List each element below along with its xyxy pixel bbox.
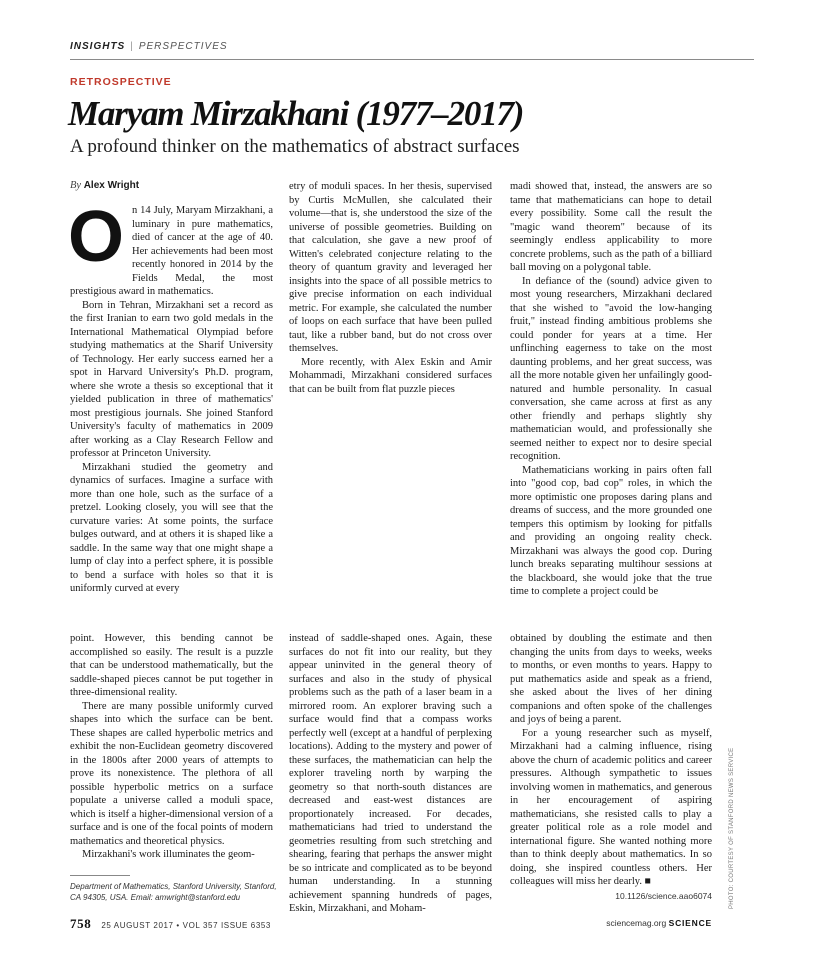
byline bbox=[70, 180, 139, 191]
footer-right bbox=[540, 918, 712, 928]
paragraph: More recently, with Alex Eskin and Amir Mohammadi, Mirzakhani considered surfaces that can be built from flat puzzle pieces bbox=[289, 356, 492, 395]
paragraph: On 14 July, Maryam Mirzakhani, a luminary in pure mathematics, died of cancer at the age of 40. Her achievements had been most recently honored in 2014 by the Fields Medal, the most prestigious award in mathematics. bbox=[68, 197, 273, 297]
paragraph: instead of saddle-shaped ones. Again, these surfaces do not fit into our reality, but they appear uninvited in the general theory of surfaces and also in the study of physical problems such as the path of a laser beam in a mirrored room. An explorer braving such a surface would find that a compass works perfectly well (except at a handful of perplexing locations). Adding to the mystery and power of these surfaces, the mathematician can help the explorer traveling north by warping the geometry so that north-south distances are decreased and east-west distances are proportionately increased. For decades, mathematicians had tried to understand the geometries resulting from such stretching and shearing, fearing that perhaps the answer might be so intricate and complicated as to be beyond human understanding. In a stunning achievement spanning hundreds of pages, Eskin, Mirzakhani, and Moham- bbox=[289, 633, 492, 914]
column-3-top bbox=[510, 180, 712, 599]
paragraph: Mirzakhani studied the geometry and dynamics of surfaces. Imagine a surface with more than one hole, such as the surface of a pretzel. Looking closely, you will see that the curvature varies: At some points, the surface bulges outward, and at others it is shaped like a saddle. In the same way that one might shape a lump of clay into a perfect sphere, it is possible to bend a surface with holes so that it is uniformly curved at every bbox=[70, 461, 273, 594]
drop-cap: O bbox=[68, 197, 125, 277]
running-header bbox=[70, 41, 754, 59]
column-1-top bbox=[68, 197, 273, 596]
page-number: 758 bbox=[70, 916, 92, 931]
column-2-bottom bbox=[289, 632, 492, 916]
article-subtitle: A profound thinker on the mathematics of abstract surfaces bbox=[70, 136, 520, 157]
doi: 10.1126/science.aao6074 bbox=[615, 891, 712, 901]
paragraph: point. However, this bending cannot be accomplished so easily. The result is a puzzle that can be understood mathematically, but the saddle-shaped pieces cannot be put together in three-dimensional reality. bbox=[70, 633, 273, 698]
column-2-top bbox=[289, 180, 492, 396]
paragraph: Born in Tehran, Mirzakhani set a record as the first Iranian to earn two gold medals in the International Mathematical Olympiad before studying mathematics at the Sharif University of Technology. Her early success earned her a spot in Harvard University's Ph.D. program, where she wrote a thesis so exceptional that it yielded publication in three of mathematics' most prestigious journals. She joined Stanford University's faculty of mathematics in 2009 after working as a Clay Research Fellow and professor at Princeton University. bbox=[70, 299, 273, 459]
paragraph: There are many possible uniformly curved shapes into which the surface can be bent. These shapes are called hyperbolic metrics and exhibit the non-Euclidean geometry discovered in the 1800s after 2000 years of attempts to prove its nonexistence. The plethora of all possible hyperbolic metrics on a surface populate a universe called a moduli space, which is itself a higher-dimensional version of a surface and is one of the focal points of modern mathematics and theoretical physics. bbox=[70, 700, 273, 847]
column-3-bottom bbox=[510, 632, 712, 889]
byline-author: Alex Wright bbox=[83, 180, 140, 191]
issue-info: 25 AUGUST 2017 • VOL 357 ISSUE 6353 bbox=[101, 921, 271, 930]
paragraph: In defiance of the (sound) advice given to most young researchers, Mirzakhani declared that she wished to "avoid the low-hanging fruit," instead finding ambitious problems she could ponder for years at a time. Her unflinching eagerness to take on the most daunting problems, and her great success, was all the more notable given her unfailingly good-natured and humble personality. In casual conversation, she came across at first as any other friendly and perhaps slightly shy mathematician would, and professionally she seemed neither to expect nor to desire special recognition. bbox=[510, 275, 712, 462]
article-title: Maryam Mirzakhani (1977–2017) bbox=[68, 94, 524, 133]
column-1-bottom bbox=[70, 632, 273, 862]
paragraph: etry of moduli spaces. In her thesis, supervised by Curtis McMullen, she calculated their volume—that is, she understood the size of the universe of possible geometries. Building on that calculation, she gave a new proof of Witten's celebrated conjecture relating to the theory of quantum gravity and leveraged her insights into the space of all possible metrics to give precise information on each individual metric. For example, she calculated the number of loops on each surface that have been pulled taut, like a rubber band, but do not cross over themselves. bbox=[289, 181, 492, 354]
header-rule bbox=[70, 59, 754, 60]
section-label: INSIGHTS bbox=[70, 41, 126, 52]
footer-left bbox=[70, 916, 271, 932]
byline-prefix: By bbox=[70, 180, 82, 191]
paragraph: For a young researcher such as myself, Mirzakhani had a calming influence, rising above the churn of academic politics and career pressures. Although sympathetic to issues involving women in mathematics, and generous in her encouragement of aspiring mathematicians, she resisted calls to play a greater political role as a role model and international figure. She wanted nothing more than to think deeply about mathematics. In so doing, she inspired countless others. Her colleagues will miss her dearly. ■ bbox=[510, 727, 712, 887]
paragraph: madi showed that, instead, the answers are so tame that mathematicians can hope to detail every possibility. Some call the result the "magic wand theorem" because of its seemingly endless applicability to more concrete problems, such as the path of a billiard ball moving on a polygonal table. bbox=[510, 181, 712, 273]
paragraph: Mathematicians working in pairs often fall into "good cop, bad cop" roles, in which the more optimistic one proposes daring plans and dreams of success, and the more grounded one tempers this optimism by looking for pitfalls and providing an ongoing reality check. Mirzakhani was always the good cop. During lunch breaks separating multihour sessions at the blackboard, she would joke that the true time to complete a project could be bbox=[510, 464, 712, 597]
photo-credit bbox=[722, 747, 735, 910]
photo-credit-text: PHOTO: COURTESY OF STANFORD NEWS SERVICE bbox=[729, 747, 735, 909]
paragraph: Mirzakhani's work illuminates the geom- bbox=[82, 849, 255, 860]
subsection-label: PERSPECTIVES bbox=[138, 41, 228, 52]
site-name: sciencemag.org bbox=[606, 918, 667, 928]
paragraph: obtained by doubling the estimate and then changing the units from days to weeks, weeks to months, or even months to years. Happy to put mathematics aside and speak as a friend, she asked about the lives of her dining companions and often spoke of the challenges and joys of being a parent. bbox=[510, 633, 712, 725]
header-separator: | bbox=[130, 41, 134, 52]
journal-name: SCIENCE bbox=[668, 918, 712, 928]
footnote-rule bbox=[70, 875, 130, 876]
author-affiliation: Department of Mathematics, Stanford University, Stanford, CA 94305, USA. Email: amwright@stanford.edu bbox=[70, 882, 277, 902]
kicker: RETROSPECTIVE bbox=[70, 76, 172, 88]
